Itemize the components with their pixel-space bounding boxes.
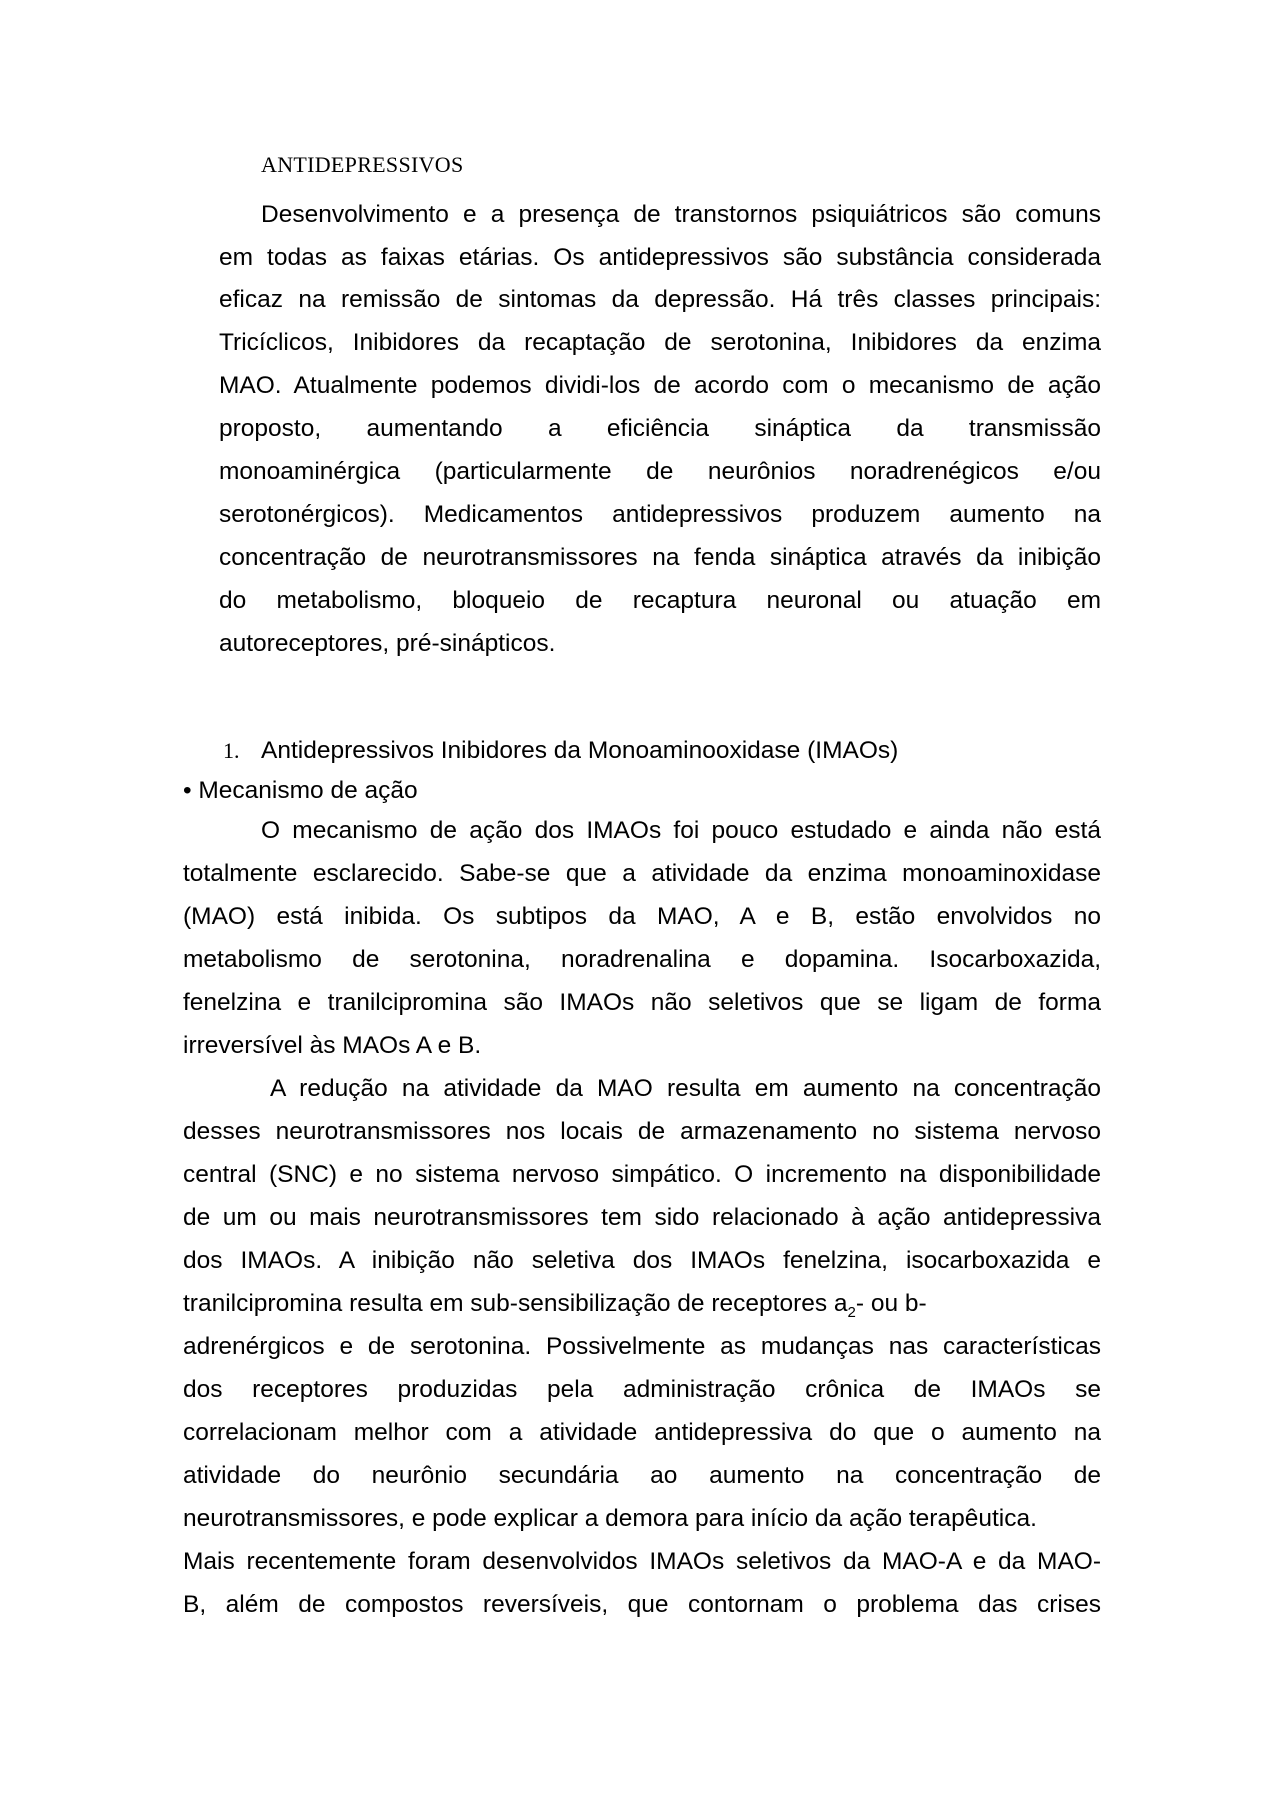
para-line: dos IMAOs. A inibição não seletiva dos IMAOs fenelzina, isocarboxazida e — [183, 1247, 1101, 1274]
section-heading — [223, 736, 898, 766]
intro-line: monoaminérgica (particularmente de neurônios noradrenégicos e/ou — [219, 458, 1101, 485]
intro-line: concentração de neurotransmissores na fenda sináptica através da inibição — [219, 544, 1101, 571]
para-line: dos receptores produzidas pela administração crônica de IMAOs se — [183, 1376, 1101, 1403]
para-line: de um ou mais neurotransmissores tem sido relacionado à ação antidepressiva — [183, 1204, 1101, 1231]
intro-line: MAO. Atualmente podemos dividi-los de acordo com o mecanismo de ação — [219, 372, 1101, 399]
para-line: A redução na atividade da MAO resulta em aumento na concentração — [270, 1075, 1101, 1102]
subsection-heading: • Mecanismo de ação — [183, 777, 418, 804]
para-line: fenelzina e tranilcipromina são IMAOs não seletivos que se ligam de forma — [183, 989, 1101, 1016]
intro-line: do metabolismo, bloqueio de recaptura neuronal ou atuação em — [219, 587, 1101, 614]
para-line: desses neurotransmissores nos locais de armazenamento no sistema nervoso — [183, 1118, 1101, 1145]
para-line — [183, 1289, 1101, 1328]
document-title: ANTIDEPRESSIVOS — [261, 152, 464, 177]
intro-line: Desenvolvimento e a presença de transtornos psiquiátricos são comuns — [261, 201, 1101, 228]
para-line: central (SNC) e no sistema nervoso simpático. O incremento na disponibilidade — [183, 1161, 1101, 1188]
intro-line: Tricíclicos, Inibidores da recaptação de serotonina, Inibidores da enzima — [219, 329, 1101, 356]
para-line: irreversível às MAOs A e B. — [183, 1032, 482, 1059]
para-line: correlacionam melhor com a atividade antidepressiva do que o aumento na — [183, 1419, 1101, 1446]
intro-line: eficaz na remissão de sintomas da depressão. Há três classes principais: — [219, 286, 1101, 313]
para-line: metabolismo de serotonina, noradrenalina e dopamina. Isocarboxazida, — [183, 946, 1101, 973]
para-line: neurotransmissores, e pode explicar a demora para início da ação terapêutica. — [183, 1505, 1037, 1532]
subscript-line-start — [183, 1289, 927, 1328]
section-title: Antidepressivos Inibidores da Monoaminooxidase (IMAOs) — [261, 737, 899, 764]
para-line: O mecanismo de ação dos IMAOs foi pouco estudado e ainda não está — [261, 817, 1101, 844]
intro-line: autoreceptores, pré-sinápticos. — [219, 630, 556, 657]
para-line: Mais recentemente foram desenvolvidos IMAOs seletivos da MAO-A e da MAO- — [183, 1548, 1101, 1575]
intro-line: em todas as faixas etárias. Os antidepressivos são substância considerada — [219, 244, 1101, 271]
intro-line: proposto, aumentando a eficiência sináptica da transmissão — [219, 415, 1101, 442]
intro-line: serotonérgicos). Medicamentos antidepressivos produzem aumento na — [219, 501, 1101, 528]
para-line: atividade do neurônio secundária ao aumento na concentração de — [183, 1462, 1101, 1489]
para-line: B, além de compostos reversíveis, que contornam o problema das crises — [183, 1591, 1101, 1618]
section-number: 1. — [223, 738, 240, 763]
para-line: totalmente esclarecido. Sabe-se que a atividade da enzima monoaminoxidase — [183, 860, 1101, 887]
subscript-index: 2 — [847, 1303, 856, 1321]
subscript-line-text: tranilcipromina resulta em sub-sensibilização de receptores a — [183, 1290, 848, 1317]
para-line: (MAO) está inibida. Os subtipos da MAO, A e B, estão envolvidos no — [183, 903, 1101, 930]
para-line: adrenérgicos e de serotonina. Possivelmente as mudanças nas características — [183, 1333, 1101, 1360]
subscript-line-tail: - ou b- — [855, 1290, 927, 1317]
